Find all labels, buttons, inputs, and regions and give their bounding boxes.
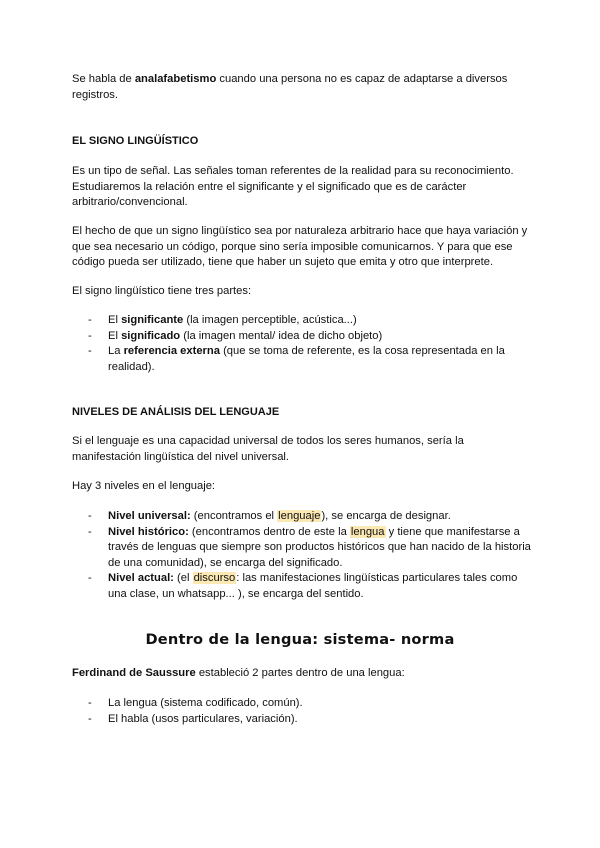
list-item: - La referencia externa (que se toma de referente, es la cosa representada en la realidad). [88,345,505,373]
list-lengua [72,696,532,727]
paragraph-signo-1: Es un tipo de señal. Las señales toman referentes de la realidad para su reconocimiento. Estudiaremos la relación entre el significante y el significado que es de carácter arbitrario/convencional. [72,165,514,208]
list-item: - El significante (la imagen perceptible, acústica...) [88,314,357,326]
paragraph-niveles-1: Si el lenguaje es una capacidad universal de todos los seres humanos, sería la manifestación lingüística del nivel universal. [72,435,464,463]
list-niveles [72,509,532,602]
list-item: - Nivel actual: (el discurso: las manifestaciones lingüísticas particulares tales como una clase, un whatsapp... ), se encarga del sentido. [88,572,518,600]
list-item: - La lengua (sistema codificado, común). [88,697,303,709]
paragraph-analfabetismo: Se habla de analafabetismo cuando una persona no es capaz de adaptarse a diversos registros. [72,73,508,101]
paragraph-signo-3: El signo lingüístico tiene tres partes: [72,285,252,297]
heading-niveles: NIVELES DE ANÁLISIS DEL LENGUAJE [72,406,280,418]
paragraph-niveles-2: Hay 3 niveles en el lenguaje: [72,480,216,492]
list-item: - Nivel universal: (encontramos el lenguaje), se encarga de designar. [88,510,451,522]
highlight: lengua [350,525,385,538]
paragraph-signo-2: El hecho de que un signo lingüístico sea por naturaleza arbitrario hace que haya variación y que sea necesario un código, porque sino sería imposible comunicarnos. Y para que ese código pueda ser utilizado, tiene que haber un sujeto que emita y otro que interprete. [72,225,528,268]
highlight: discurso [193,572,236,584]
section-title-lengua: Dentro de la lengua: sistema- norma [145,631,455,648]
list-item: - El habla (usos particulares, variación). [88,712,298,725]
paragraph-saussure: Ferdinand de Saussure estableció 2 partes dentro de una lengua: [72,667,405,679]
list-signo-partes [72,313,532,375]
highlight: lenguaje [278,510,321,522]
heading-signo: EL SIGNO LINGÜÍSTICO [72,135,199,147]
list-item: - El significado (la imagen mental/ idea de dicho objeto) [88,329,383,342]
list-item: - Nivel histórico: (encontramos dentro de este la lengua y tiene que manifestarse a través de lenguas que siempre son productos históricos que han nacido de la historia de una comunidad), se encarga del significado. [88,525,531,569]
